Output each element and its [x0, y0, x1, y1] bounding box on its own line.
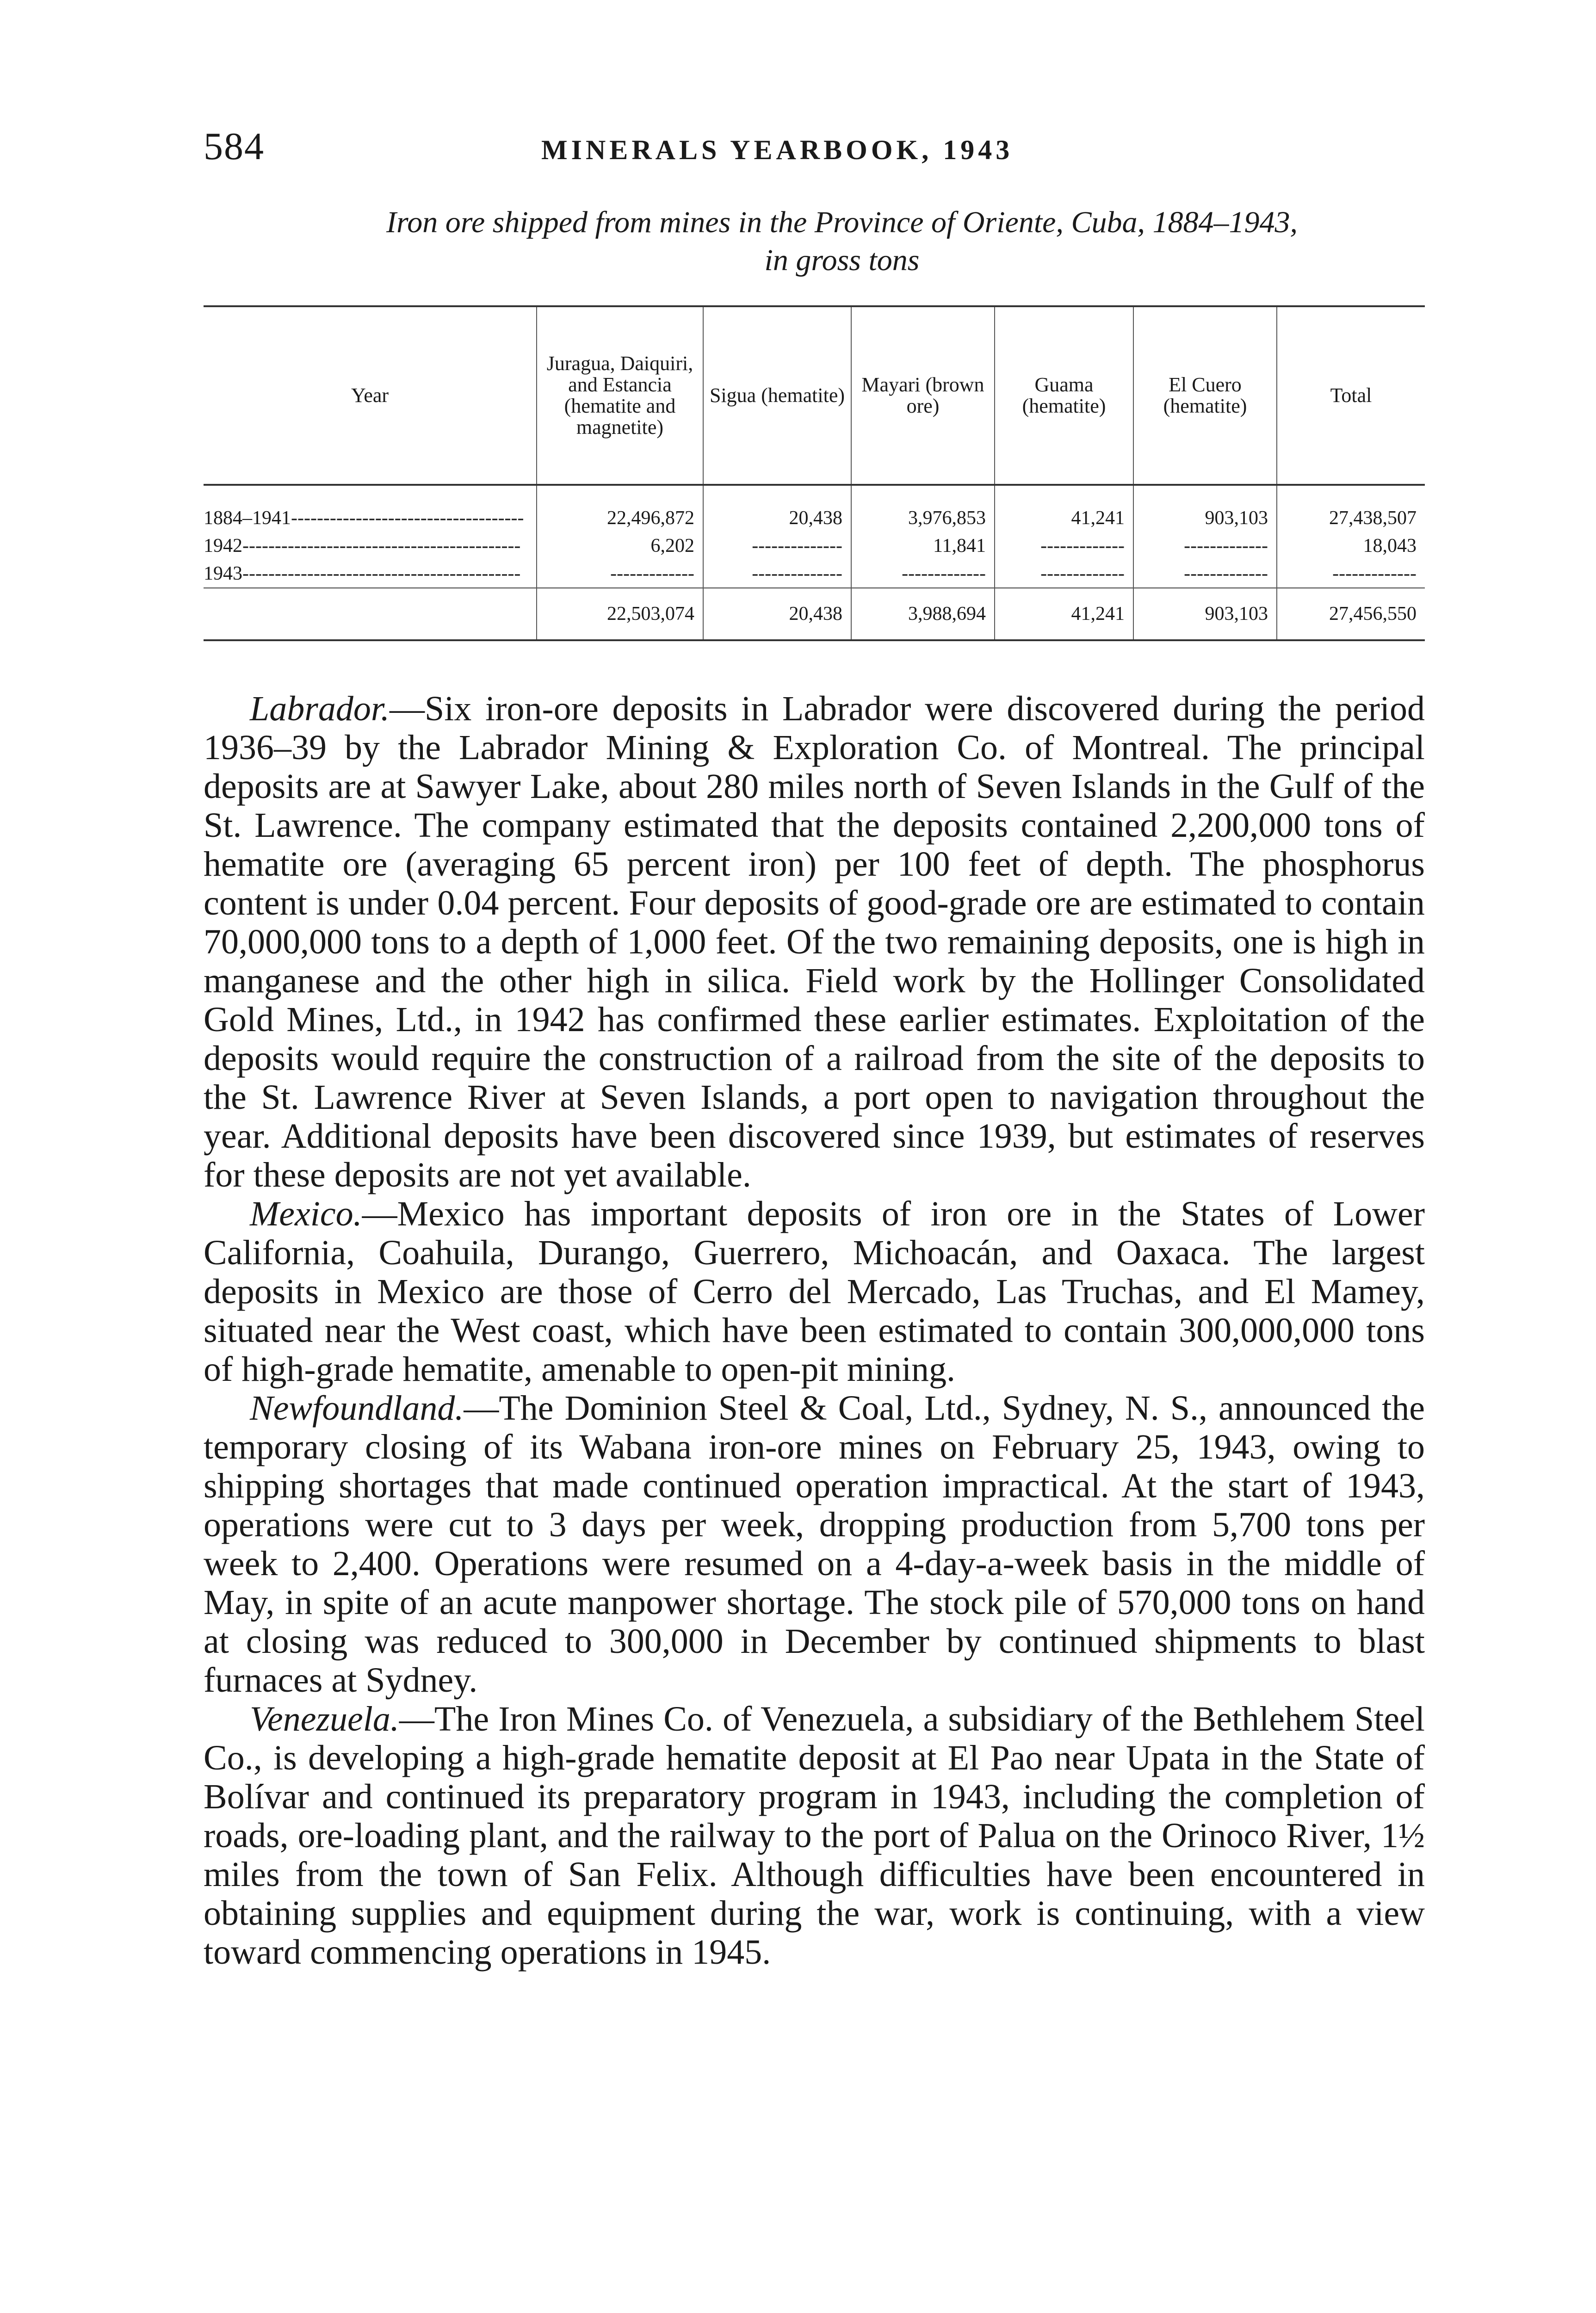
table-title — [231, 204, 1453, 279]
column-header-mayari: Mayari (brown ore) — [851, 306, 995, 485]
total-cell: 27,456,550 — [1277, 588, 1425, 640]
total-cell: 903,103 — [1133, 588, 1277, 640]
table-spacer-row — [204, 485, 1425, 504]
table-total-row — [204, 588, 1425, 640]
document-page — [204, 0, 1425, 2313]
total-cell: 41,241 — [995, 588, 1133, 640]
table-cell: 6,202 — [537, 532, 703, 560]
paragraph-text: —The Iron Mines Co. of Venezuela, a subsidiary of the Bethlehem Steel Co., is developing a high-grade hematite deposit at El Pao near Upata in the State of Bolívar and continued its preparatory program in 1943, including the completion of roads, ore-loading plant, and the railway to the port of Palua on the Orinoco River, 1½ miles from the town of San Felix. Although difficulties have been encountered in obtaining supplies and equipment during the war, work is continuing, with a view toward commencing operations in 1945. — [204, 1700, 1425, 1972]
total-label-cell — [204, 588, 537, 640]
table-cell: 41,241 — [995, 504, 1133, 532]
page-number: 584 — [204, 125, 265, 168]
table-cell: 903,103 — [1133, 504, 1277, 532]
table-cell: -------------- — [703, 532, 851, 560]
table-title-line-2: in gross tons — [764, 243, 920, 277]
table-cell: ------------- — [995, 560, 1133, 588]
table-cell: 27,438,507 — [1277, 504, 1425, 532]
iron-ore-table — [204, 305, 1425, 641]
total-cell: 3,988,694 — [851, 588, 995, 640]
paragraph-text: —Six iron-ore deposits in Labrador were discovered during the period 1936–39 by the Labrador Mining & Exploration Co. of Montreal. The principal deposits are at Sawyer Lake, about 280 miles north of Seven Islands in the Gulf of the St. Lawrence. The company estimated that the deposits contained 2,200,000 tons of hematite ore (averaging 65 percent iron) per 100 feet of depth. The phosphorus content is under 0.04 percent. Four deposits of good-grade ore are estimated to contain 70,000,000 tons to a depth of 1,000 feet. Of the two remaining deposits, one is high in manganese and the other high in silica. Field work by the Hollinger Consolidated Gold Mines, Ltd., in 1942 has confirmed these earlier estimates. Exploitation of the deposits would require the construction of a railroad from the site of the deposits to the St. Lawrence River at Seven Islands, a port open to navigation throughout the year. Additional deposits have been discovered since 1939, but estimates of reserves for these deposits are not yet available. — [204, 689, 1425, 1194]
table-cell: -------------- — [703, 560, 851, 588]
row-year: 1943------------------------------------------- — [204, 563, 521, 584]
paragraph-venezuela — [204, 1700, 1425, 1972]
paragraph-text: —The Dominion Steel & Coal, Ltd., Sydney, N. S., announced the temporary closing of its Wabana iron-ore mines on February 25, 1943, owing to shipping shortages that made continued operation impractical. At the start of 1943, operations were cut to 3 days per week, dropping production from 5,700 tons per week to 2,400. Operations were resumed on a 4-day-a-week basis in the middle of May, in spite of an acute manpower shortage. The stock pile of 570,000 tons on hand at closing was reduced to 300,000 in December by continued shipments to blast furnaces at Sydney. — [204, 1389, 1425, 1700]
table-row — [204, 532, 1425, 560]
table-row — [204, 560, 1425, 588]
table-header-row — [204, 306, 1425, 485]
paragraph-newfoundland — [204, 1389, 1425, 1700]
column-header-el-cuero: El Cuero (hematite) — [1133, 306, 1277, 485]
column-header-sigua: Sigua (hematite) — [703, 306, 851, 485]
table-cell: ------------- — [851, 560, 995, 588]
column-header-year: Year — [204, 306, 537, 485]
table-cell: ------------- — [1277, 560, 1425, 588]
table-cell: 3,976,853 — [851, 504, 995, 532]
running-title: MINERALS YEARBOOK, 1943 — [541, 135, 1014, 165]
row-year: 1884–1941------------------------------------ — [204, 507, 524, 529]
paragraph-labrador — [204, 689, 1425, 1194]
body-text — [204, 689, 1425, 1972]
paragraph-text: —Mexico has important deposits of iron ore in the States of Lower California, Coahuila, Durango, Guerrero, Michoacán, and Oaxaca. The largest deposits in Mexico are those of Cerro del Mercado, Las Truchas, and El Mamey, situated near the West coast, which have been estimated to contain 300,000,000 tons of high-grade hematite, amenable to open-pit mining. — [204, 1194, 1425, 1389]
total-cell: 20,438 — [703, 588, 851, 640]
table-title-line-1: Iron ore shipped from mines in the Province of Oriente, Cuba, 1884–1943, — [386, 205, 1298, 239]
column-header-guama: Guama (hematite) — [995, 306, 1133, 485]
row-year: 1942------------------------------------------- — [204, 535, 521, 557]
paragraph-lead: Newfoundland. — [250, 1389, 464, 1428]
paragraph-mexico — [204, 1194, 1425, 1389]
column-header-total: Total — [1277, 306, 1425, 485]
paragraph-lead: Labrador. — [250, 689, 390, 728]
table-cell: 18,043 — [1277, 532, 1425, 560]
running-head — [204, 124, 1425, 170]
table-cell: 22,496,872 — [537, 504, 703, 532]
table-cell: 20,438 — [703, 504, 851, 532]
table-cell: ------------- — [1133, 560, 1277, 588]
table-row — [204, 504, 1425, 532]
total-cell: 22,503,074 — [537, 588, 703, 640]
column-header-juragua: Juragua, Daiquiri, and Estancia (hematite and magnetite) — [537, 306, 703, 485]
table-cell: ------------- — [537, 560, 703, 588]
paragraph-lead: Venezuela. — [250, 1700, 399, 1738]
table-cell: 11,841 — [851, 532, 995, 560]
table-cell: ------------- — [995, 532, 1133, 560]
paragraph-lead: Mexico. — [250, 1194, 362, 1233]
table-cell: ------------- — [1133, 532, 1277, 560]
